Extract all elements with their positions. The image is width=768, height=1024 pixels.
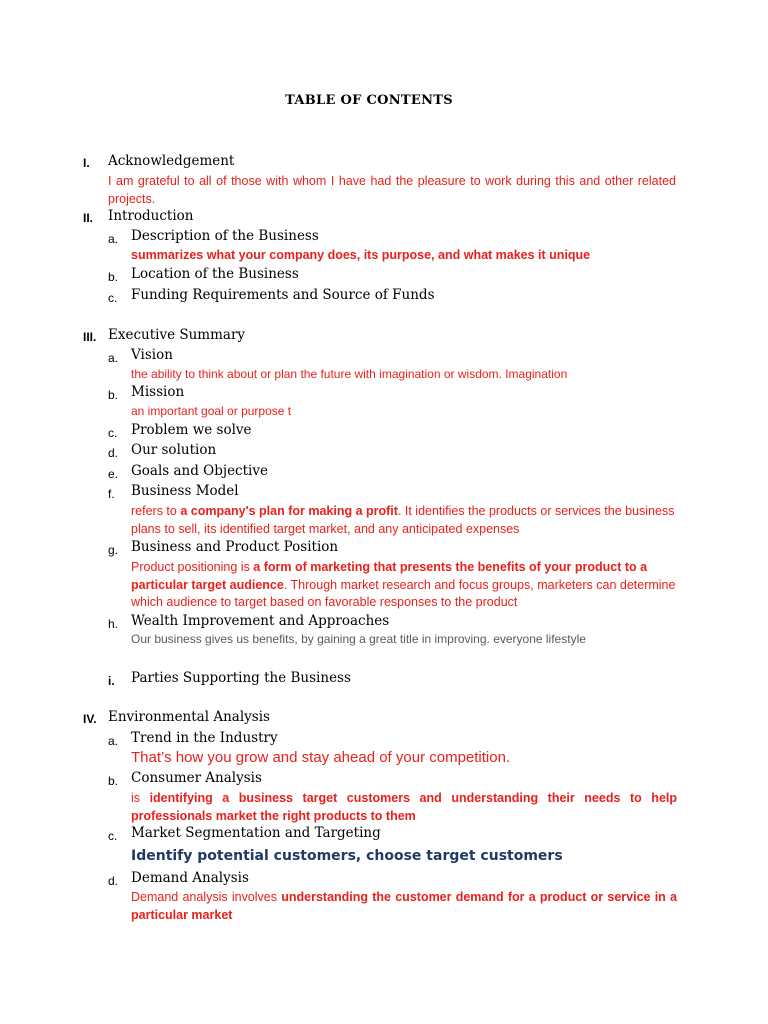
item-wealth-improvement: Wealth Improvement and Approaches (131, 613, 390, 629)
product-position-text-emphasis: a form of marketing that presents the benefits of your product to a particular target audience (131, 560, 648, 592)
item-marker: d. (108, 446, 119, 460)
item-demand-analysis: Demand Analysis (131, 870, 249, 886)
section-heading-executive-summary: Executive Summary (108, 327, 246, 343)
item-parties-supporting: Parties Supporting the Business (131, 670, 351, 686)
item-marker: e. (108, 467, 119, 481)
item-marker: h. (108, 617, 119, 631)
item-funding-requirements: Funding Requirements and Source of Funds (131, 287, 435, 303)
consumer-analysis-text-intro: is (131, 791, 150, 805)
item-consumer-analysis: Consumer Analysis (131, 770, 262, 786)
item-our-solution: Our solution (131, 442, 217, 458)
business-model-text (131, 503, 679, 538)
item-marker: b. (108, 774, 119, 788)
product-position-text-rest: . Through market research and focus groups, marketers can determine which audience to target based on favorable responses to the product (131, 577, 676, 609)
item-marker: a. (108, 232, 119, 246)
item-business-and-product-position: Business and Product Position (131, 539, 339, 555)
section-heading-acknowledgement: Acknowledgement (108, 153, 235, 169)
section-number: III. (83, 330, 97, 344)
item-marker: c. (108, 829, 118, 843)
demand-analysis-text-intro: Demand analysis involves (131, 890, 282, 904)
item-mission: Mission (131, 384, 185, 400)
section-number: IV. (83, 712, 97, 726)
item-marker: c. (108, 291, 118, 305)
item-marker: d. (108, 874, 119, 888)
acknowledgement-text: I am grateful to all of those with whom I have had the pleasure to work during this and other related projects. (108, 174, 676, 206)
business-model-text-intro: refers to (131, 504, 181, 518)
demand-analysis-text-emphasis: understanding the customer demand for a product or service in a particular market (131, 890, 677, 922)
section-number: II. (83, 211, 94, 225)
vision-text: the ability to think about or plan the future with imagination or wisdom. Imagination (131, 367, 568, 381)
item-marker: i. (108, 674, 115, 688)
item-business-model: Business Model (131, 483, 239, 499)
product-position-text (131, 559, 679, 612)
consumer-analysis-text-emphasis: identifying a business target customers and understanding their needs to help professionals market the right products to them (131, 791, 678, 823)
item-marker: b. (108, 270, 119, 284)
item-marker: g. (108, 543, 119, 557)
trend-text: That’s how you grow and stay ahead of your competition. (131, 749, 511, 766)
item-marker: b. (108, 388, 119, 402)
wealth-improvement-text: Our business gives us benefits, by gaining a great title in improving. everyone lifestyle (131, 632, 586, 646)
market-segmentation-text: Identify potential customers, choose target customers (131, 848, 563, 864)
business-model-text-rest: . It identifies the products or services the business plans to sell, its identified target market, and any anticipated expenses (131, 504, 675, 536)
item-trend-in-industry: Trend in the Industry (131, 730, 278, 746)
mission-text: an important goal or purpose t (131, 404, 292, 418)
item-marker: a. (108, 734, 119, 748)
item-market-segmentation: Market Segmentation and Targeting (131, 825, 381, 841)
section-heading-introduction: Introduction (108, 208, 194, 224)
section-heading-environmental-analysis: Environmental Analysis (108, 709, 270, 725)
page-title: TABLE OF CONTENTS (285, 93, 453, 108)
item-marker: a. (108, 351, 119, 365)
item-location-of-business: Location of the Business (131, 266, 299, 282)
item-problem-we-solve: Problem we solve (131, 422, 252, 438)
item-goals-and-objective: Goals and Objective (131, 463, 268, 479)
section-number: I. (83, 156, 90, 170)
item-description-of-business: Description of the Business (131, 228, 319, 244)
business-model-text-emphasis: a company's plan for making a profit (180, 504, 398, 518)
product-position-text-intro: Product positioning is (131, 560, 254, 574)
consumer-analysis-text (131, 790, 677, 825)
item-marker: c. (108, 426, 118, 440)
description-of-business-text: summarizes what your company does, its purpose, and what makes it unique (131, 248, 591, 262)
demand-analysis-text (131, 889, 677, 924)
item-vision: Vision (131, 347, 173, 363)
item-marker: f. (108, 487, 115, 501)
